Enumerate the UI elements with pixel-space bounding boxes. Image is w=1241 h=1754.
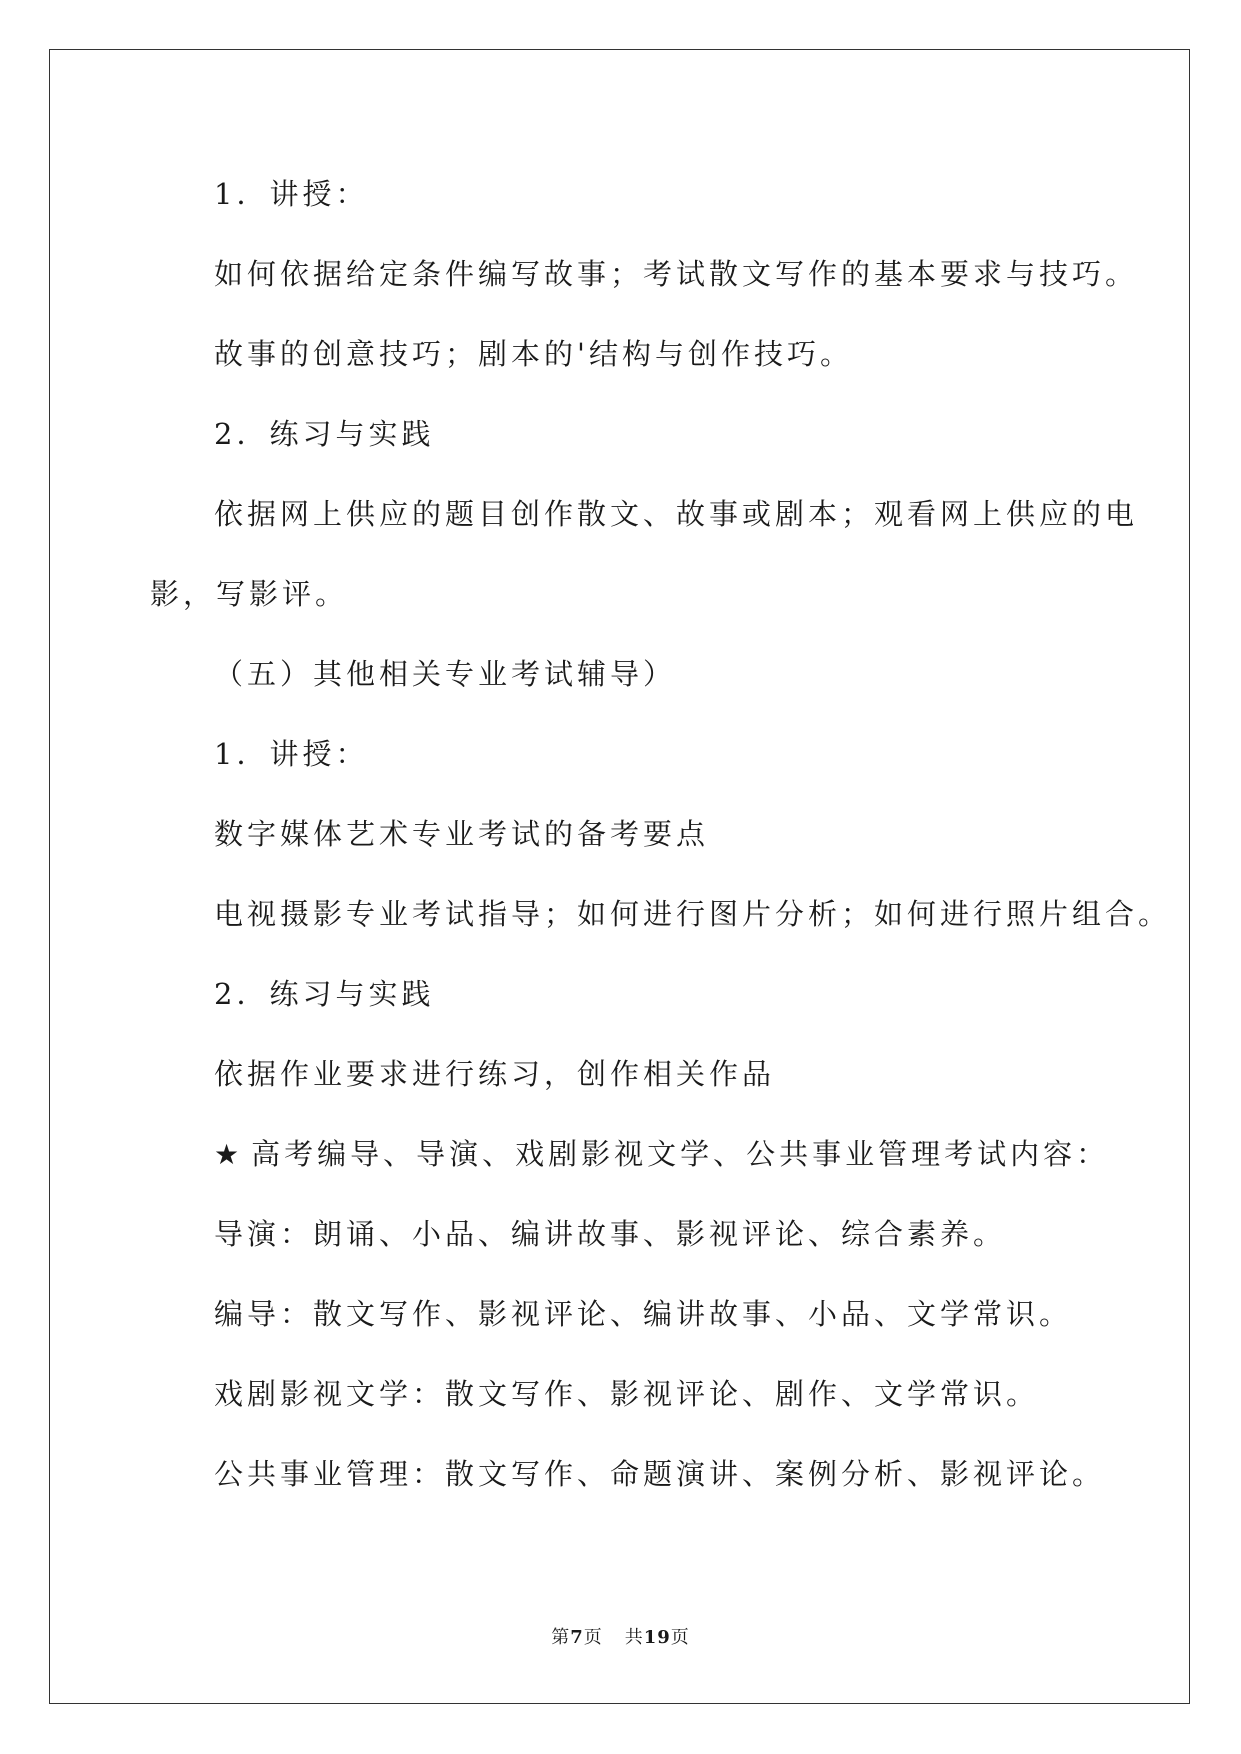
text-line: 2．练习与实践 [214,417,435,451]
text-line: 1．讲授： [214,177,369,211]
text-line: 2．练习与实践 [214,977,435,1011]
star-heading-text: 高考编导、导演、戏剧影视文学、公共事业管理考试内容： [251,1137,1110,1171]
text-line: 导演：朗诵、小品、编讲故事、影视评论、综合素养。 [214,1217,1007,1251]
footer-total-prefix: 共 [624,1627,644,1648]
footer-page-suffix: 页 [583,1627,603,1648]
text-line: 依据作业要求进行练习，创作相关作品 [214,1057,776,1091]
star-heading-line [214,1136,1109,1173]
text-line: 1．讲授： [214,737,369,771]
footer-page-number: 7 [570,1627,584,1648]
footer-total-number: 19 [643,1627,671,1648]
text-line: 公共事业管理：散文写作、命题演讲、案例分析、影视评论。 [214,1457,1106,1491]
text-line: 电视摄影专业考试指导；如何进行图片分析；如何进行照片组合。 [214,897,1172,931]
section-heading: （五）其他相关专业考试辅导） [214,657,677,691]
star-icon: ★ [214,1138,240,1171]
page-footer [0,1623,1241,1649]
text-line: 数字媒体艺术专业考试的备考要点 [214,817,710,851]
text-line: 如何依据给定条件编写故事；考试散文写作的基本要求与技巧。 [214,257,1139,291]
text-line: 编导：散文写作、影视评论、编讲故事、小品、文学常识。 [214,1297,1073,1331]
text-line: 故事的创意技巧；剧本的'结构与创作技巧。 [214,337,853,371]
text-line: 戏剧影视文学：散文写作、影视评论、剧作、文学常识。 [214,1377,1040,1411]
footer-total-suffix: 页 [670,1627,690,1648]
text-line: 影，写影评。 [150,577,349,611]
text-line: 依据网上供应的题目创作散文、故事或剧本；观看网上供应的电 [214,497,1139,531]
footer-page-prefix: 第 [551,1627,571,1648]
